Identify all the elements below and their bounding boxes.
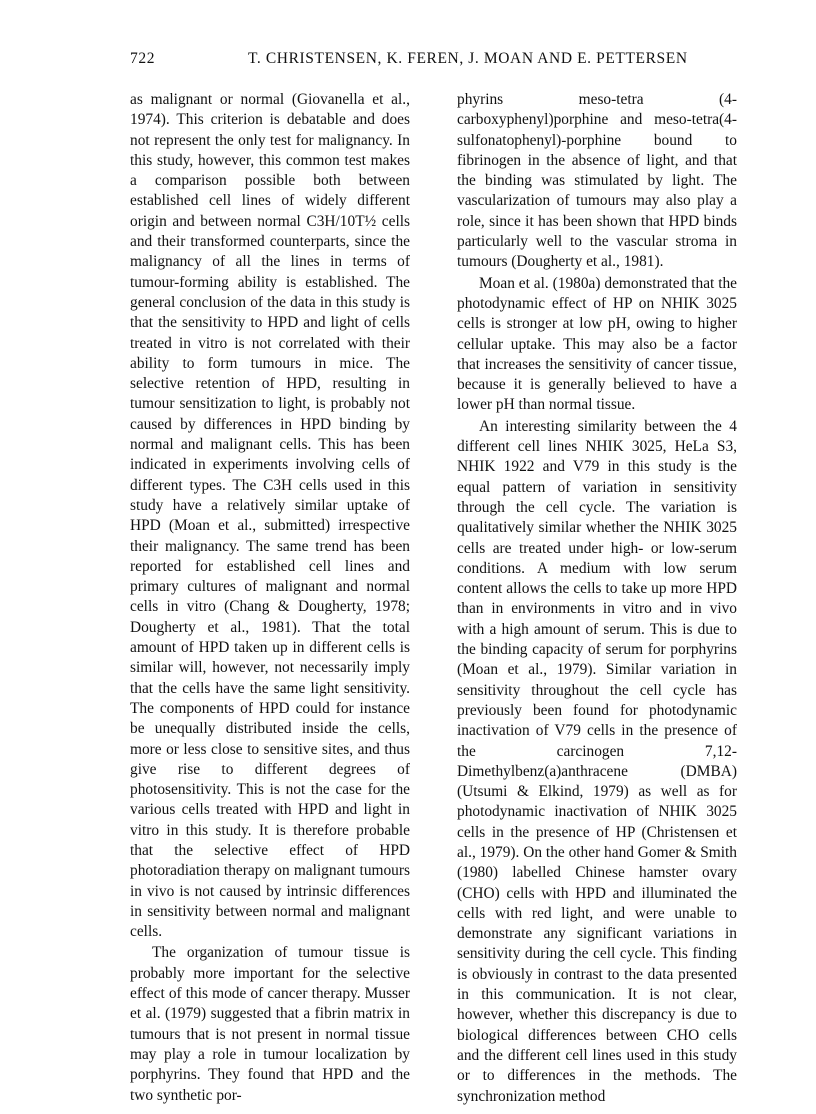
left-column [130, 90, 410, 1106]
paragraph: Moan et al. (1980a) demonstrated that the photodynamic effect of HP on NHIK 3025 cells is stronger at low pH, owing to higher cellular uptake. This may also be a factor that increases the sensitivity of cancer tissue, because it is generally believed to have a lower pH than normal tissue. [457, 274, 737, 414]
right-column [457, 90, 737, 1107]
running-head: T. CHRISTENSEN, K. FEREN, J. MOAN AND E. PETTERSEN [248, 50, 688, 67]
paragraph: The organization of tumour tissue is probably more important for the selective effect of this mode of cancer therapy. Musser et al. (1979) suggested that a fibrin matrix in tumours that is not present in normal tissue may play a role in tumour localization by porphyrins. They found that HPD and the two synthetic por- [130, 944, 410, 1104]
paragraph: An interesting similarity between the 4 different cell lines NHIK 3025, HeLa S3, NHIK 1922 and V79 in this study is the equal pattern of variation in sensitivity through the cell cycle. The variation is qualitatively similar whether the NHIK 3025 cells are treated under high- or low-serum conditions. A medium with low serum content allows the cells to take up more HPD than in environments in vitro and in vivo with a high amount of serum. This is due to the binding capacity of serum for porphyrins (Moan et al., 1979). Similar variation in sensitivity throughout the cell cycle has previously been found for photodynamic inactivation of V79 cells in the presence of the carcinogen 7,12-Dimethylbenz(a)anthracene (DMBA) (Utsumi & Elkind, 1979) as well as for photodynamic inactivation of NHIK 3025 cells in the presence of HP (Christensen et al., 1979). On the other hand Gomer & Smith (1980) labelled Chinese hamster ovary (CHO) cells with HPD and illuminated the cells with red light, and were unable to demonstrate any significant variations in sensitivity during the cell cycle. This finding is obviously in contrast to the data presented in this communication. It is not clear, however, whether this discrepancy is due to biological differences between CHO cells and the different cell lines used in this study or to differences in the methods. The synchronization method [457, 417, 737, 1105]
paragraph: as malignant or normal (Giovanella et al., 1974). This criterion is debatable and does not represent the only test for malignancy. In this study, however, this common test makes a comparison possible both between established cell lines of widely different origin and between normal C3H/10T½ cells and their transformed counterparts, since the malignancy of all the lines in terms of tumour-forming ability is established. The general conclusion of the data in this study is that the sensitivity to HPD and light of cells treated in vitro is not correlated with their ability to form tumours in mice. The selective retention of HPD, resulting in tumour sensitization to light, is probably not caused by differences in HPD binding by normal and malignant cells. This has been indicated in experiments involving cells of different types. The C3H cells used in this study have a relatively similar uptake of HPD (Moan et al., submitted) irrespective their malignancy. The same trend has been reported for established cell lines and primary cultures of malignant and normal cells in vitro (Chang & Dougherty, 1978; Dougherty et al., 1981). That the total amount of HPD taken up in different cells is similar will, however, not necessarily imply that the cells have the same light sensitivity. The components of HPD could for instance be unequally distributed inside the cells, more or less close to sensitive sites, and thus give rise to different degrees of photosensitivity. This is not the case for the various cells treated with HPD and light in vitro in this study. It is therefore probable that the selective effect of HPD photoradiation therapy on malignant tumours in vivo is not caused by intrinsic differences in sensitivity between normal and malignant cells. [130, 91, 410, 941]
page-number: 722 [130, 50, 156, 67]
paragraph: phyrins meso-tetra (4-carboxyphenyl)porphine and meso-tetra(4-sulfonatophenyl)-porphine bound to fibrinogen in the absence of light, and that the binding was stimulated by light. The vascularization of tumours may also play a role, since it has been shown that HPD binds particularly well to the vascular stroma in tumours (Dougherty et al., 1981). [457, 91, 737, 271]
